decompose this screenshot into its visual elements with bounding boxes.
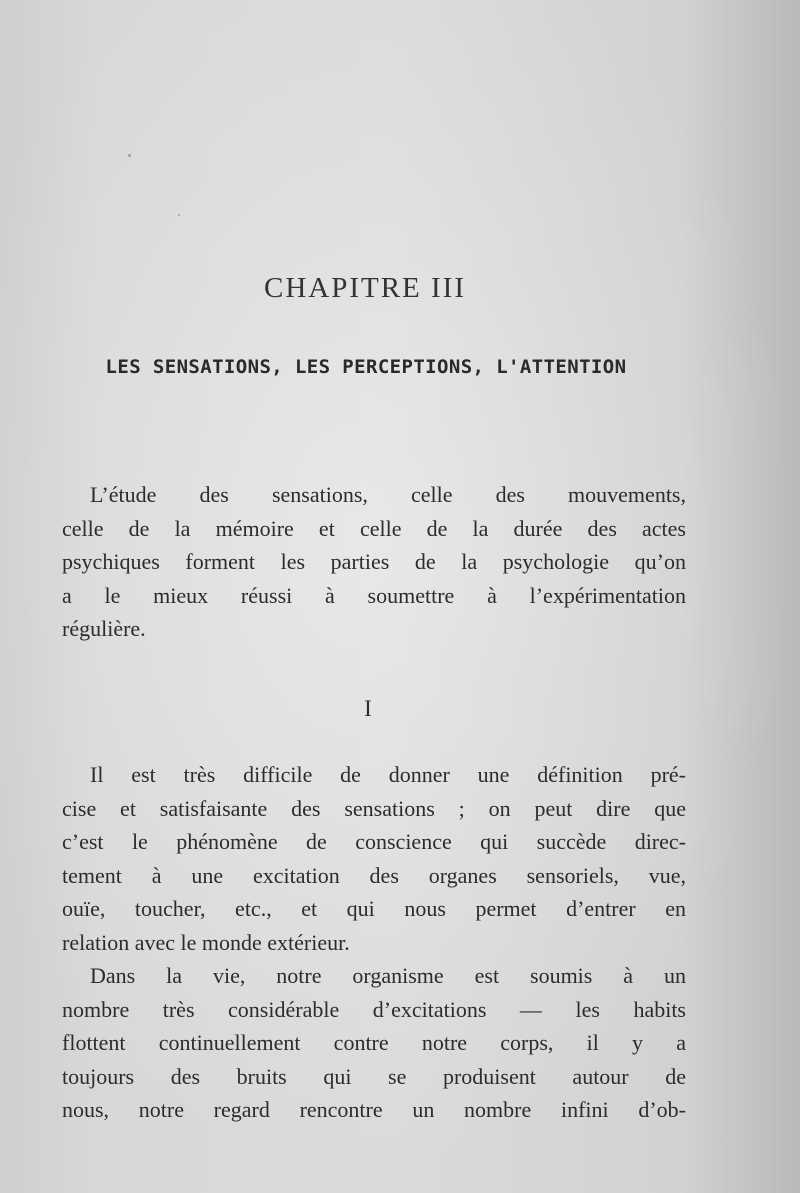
chapter-subtitle: LES SENSATIONS, LES PERCEPTIONS, L'ATTENTION <box>105 356 627 378</box>
text-line: Dans la vie, notre organisme est soumis à un <box>90 963 686 988</box>
text-line: nous, notre regard rencontre un nombre infini d’ob- <box>62 1097 686 1122</box>
text-line: nombre très considérable d’excitations — les habits <box>62 996 686 1022</box>
text-line: L’étude des sensations, celle des mouvements, <box>90 482 686 507</box>
text-line: celle de la mémoire et celle de la durée des actes <box>62 515 686 541</box>
chapter-title: CHAPITRE III <box>263 272 466 304</box>
text-line: Il est très difficile de donner une définition pré- <box>90 762 686 787</box>
text-line: flottent continuellement contre notre corps, il y a <box>62 1030 686 1055</box>
text-line: régulière. <box>62 616 146 641</box>
text-line: tement à une excitation des organes sensoriels, vue, <box>62 862 686 888</box>
section-paragraphs <box>62 758 686 1127</box>
text-line: ouïe, toucher, etc., et qui nous permet d’entrer en <box>62 896 686 921</box>
paper-speck <box>128 154 131 157</box>
text-line: relation avec le monde extérieur. <box>62 929 350 955</box>
text-line: a le mieux réussi à soumettre à l’expérimentation <box>62 582 686 608</box>
text-line: toujours des bruits qui se produisent autour de <box>62 1063 686 1089</box>
intro-paragraph <box>62 478 686 646</box>
text-line: c’est le phénomène de conscience qui succède direc- <box>62 829 686 854</box>
text-line: psychiques forment les parties de la psychologie qu’on <box>62 549 686 574</box>
text-line: cise et satisfaisante des sensations ; on peut dire que <box>62 795 686 821</box>
paper-speck <box>178 214 180 216</box>
section-number: I <box>364 696 372 721</box>
